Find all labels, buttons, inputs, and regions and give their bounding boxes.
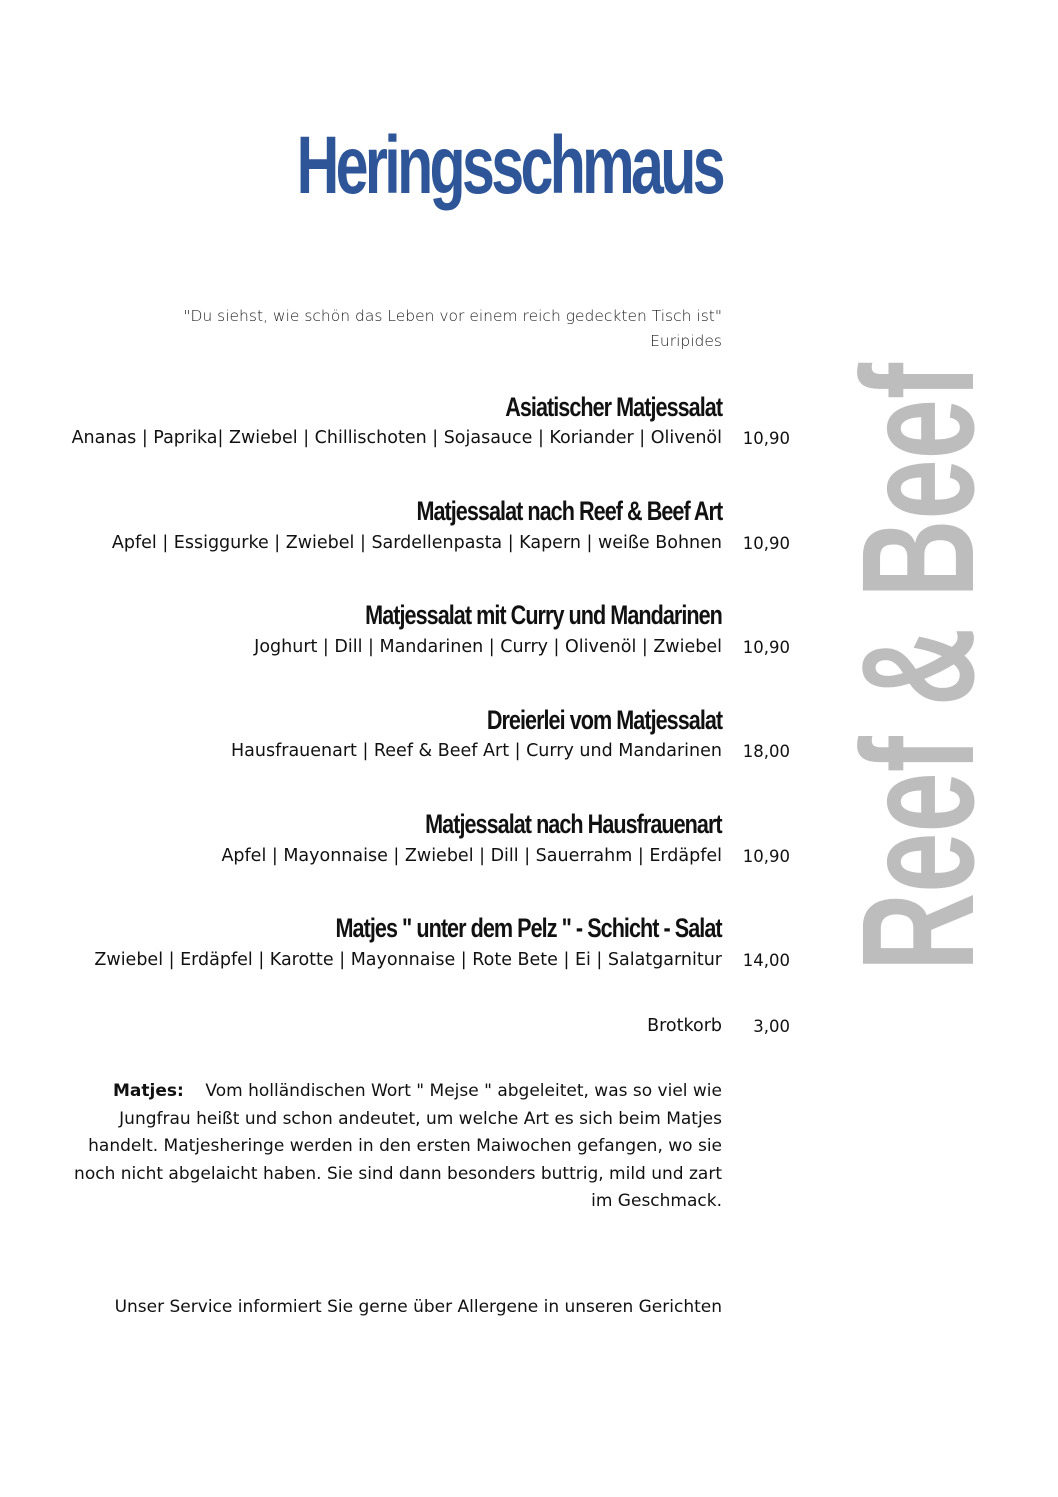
quote-author: Euripides xyxy=(650,332,722,350)
menu-item-price: 10,90 xyxy=(742,847,790,866)
menu-item-name: Matjessalat mit Curry und Mandarinen xyxy=(365,600,722,630)
menu-item-price: 14,00 xyxy=(742,951,790,970)
menu-item-name: Dreierlei vom Matjessalat xyxy=(486,705,722,735)
menu-item-ingredients: Apfel | Essiggurke | Zwiebel | Sardellenpasta | Kapern | weiße Bohnen xyxy=(111,533,722,553)
menu-item-ingredients: Joghurt | Dill | Mandarinen | Curry | Olivenöl | Zwiebel xyxy=(254,637,722,657)
menu-item-ingredients: Hausfrauenart | Reef & Beef Art | Curry und Mandarinen xyxy=(231,741,722,761)
menu-item-price: 10,90 xyxy=(742,638,790,657)
brand-logo-vertical xyxy=(828,72,1007,982)
quote-text: "Du siehst, wie schön das Leben vor einem reich gedeckten Tisch ist" xyxy=(183,307,722,325)
menu-item-name: Matjessalat nach Hausfrauenart xyxy=(425,809,722,839)
brand-logo-text: Reef & Beef xyxy=(828,72,1007,971)
menu-item-name: Asiatischer Matjessalat xyxy=(505,392,722,422)
extra-item-price: 3,00 xyxy=(753,1017,790,1036)
brand-logo-svg xyxy=(828,72,1007,982)
matjes-note-label: Matjes: xyxy=(113,1081,184,1101)
menu-item-name: Matjessalat nach Reef & Beef Art xyxy=(416,496,722,526)
menu-item-ingredients: Zwiebel | Erdäpfel | Karotte | Mayonnaise | Rote Bete | Ei | Salatgarnitur xyxy=(94,950,722,970)
menu-item-price: 10,90 xyxy=(742,429,790,448)
page-title: Heringsschmaus xyxy=(296,120,722,211)
menu-item-ingredients: Ananas | Paprika| Zwiebel | Chillischoten | Sojasauce | Koriander | Olivenöl xyxy=(71,428,722,448)
menu-item-ingredients: Apfel | Mayonnaise | Zwiebel | Dill | Sauerrahm | Erdäpfel xyxy=(221,846,722,866)
menu-item-price: 18,00 xyxy=(742,742,790,761)
menu-item-price: 10,90 xyxy=(742,534,790,553)
matjes-note-text: Vom holländischen Wort " Mejse " abgeleitet, was so viel wie Jungfrau heißt und schon andeutet, um welche Art es sich beim Matjes handelt. Matjesheringe werden in den ersten Maiwochen gefangen, wo sie noch nicht abgelaicht haben. Sie sind dann besonders buttrig, mild und zart im Geschmack. xyxy=(74,1081,722,1211)
allergen-notice: Unser Service informiert Sie gerne über Allergene in unseren Gerichten xyxy=(114,1297,722,1317)
quote-block xyxy=(0,304,722,354)
menu-item-name: Matjes " unter dem Pelz " - Schicht - Salat xyxy=(335,913,722,943)
matjes-note xyxy=(60,1078,722,1216)
extra-item-name: Brotkorb xyxy=(647,1016,722,1036)
